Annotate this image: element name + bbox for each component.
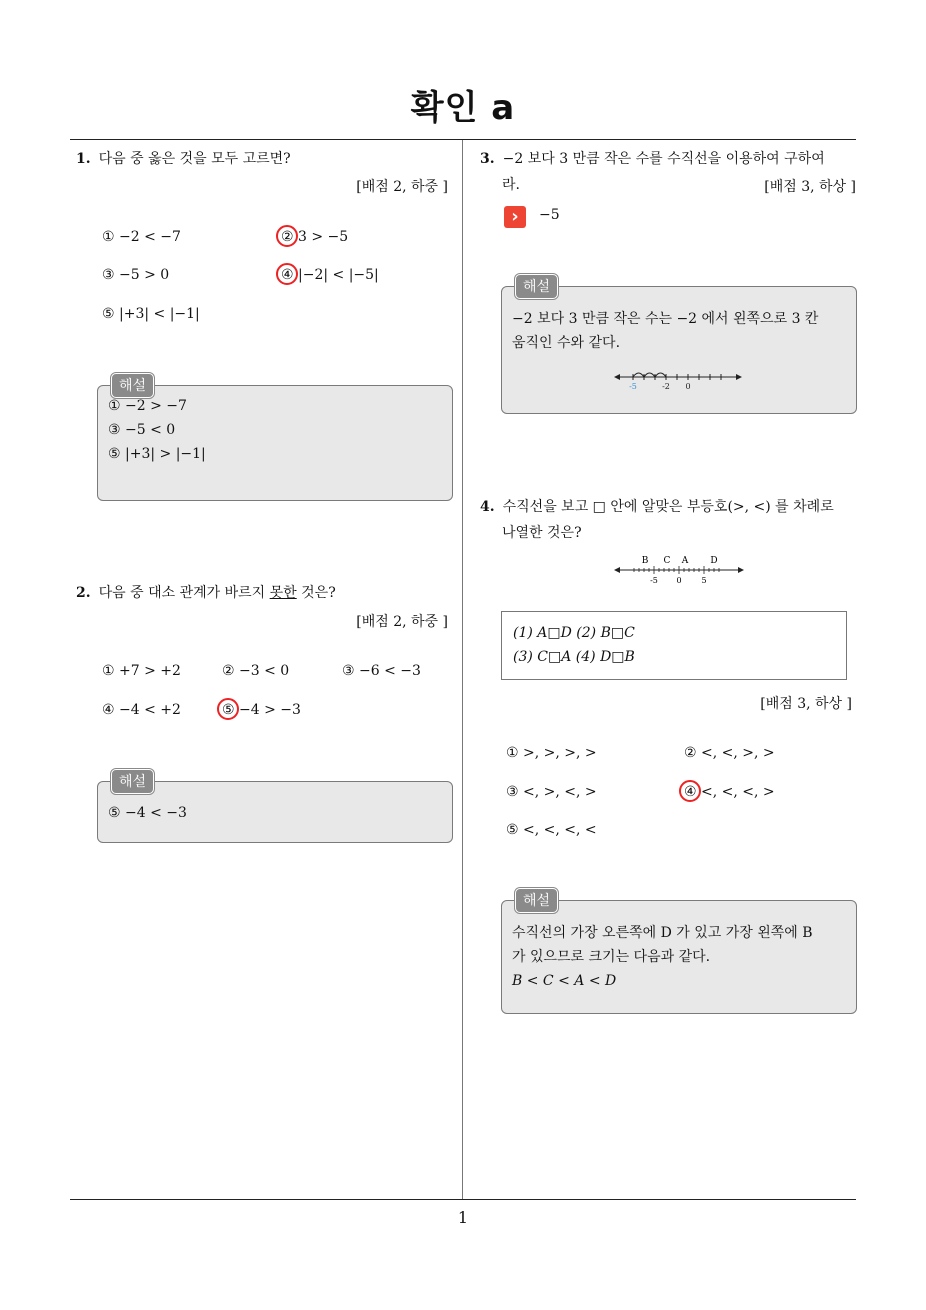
q4-nl-letter-a: A (681, 556, 689, 566)
q1-text: 다음 중 옳은 것을 모두 고르면? (98, 151, 291, 167)
q1-explanation-tag: 해설 (111, 373, 154, 398)
q1-question (76, 146, 291, 172)
q4-explanation-line: B < C < A < D (512, 973, 617, 989)
q2-text-underline: 못한 (269, 585, 297, 601)
q2-meta: [배점 2, 하중 ] (356, 614, 448, 630)
answer-pointer-icon: › (504, 206, 526, 228)
q2-choice-4[interactable]: ④ −4 < +2 (102, 702, 181, 718)
q4-meta: [배점 3, 하상 ] (760, 696, 852, 712)
q4-condition-line: (1) A□D (2) B□C (513, 625, 635, 641)
q3-explanation-line: 움직인 수와 같다. (512, 335, 621, 351)
q3-explanation-box (501, 286, 857, 414)
q4-choice-5[interactable]: ⑤ <, <, <, < (506, 822, 597, 838)
q1-answer-mark-4 (276, 263, 298, 285)
q3-answer: −5 (539, 207, 560, 223)
q4-nl-tick-5: 5 (701, 576, 707, 585)
q3-meta: [배점 3, 하상 ] (764, 179, 856, 195)
q3-explanation-tag: 해설 (515, 274, 558, 299)
q1-choice-3[interactable]: ③ −5 > 0 (102, 267, 170, 283)
q4-nl-letter-c: C (663, 556, 671, 566)
q4-nl-letter-b: B (641, 556, 649, 566)
q3-explanation-line: −2 보다 3 만큼 작은 수는 −2 에서 왼쪽으로 3 칸 (512, 311, 819, 327)
top-rule (70, 139, 856, 140)
q2-choice-5[interactable]: ⑤ −4 > −3 (222, 702, 301, 718)
q4-explanation-box (501, 900, 857, 1014)
q1-explanation-line: ⑤ |+3| > |−1| (108, 446, 206, 462)
q2-explanation-line: ⑤ −4 < −3 (108, 805, 187, 821)
q1-number: 1. (76, 151, 91, 167)
column-divider (462, 140, 463, 1200)
q3-nl-label-b: -2 (662, 382, 670, 391)
q3-nl-label-c: 0 (685, 382, 691, 391)
q2-explanation-tag: 해설 (111, 769, 154, 794)
q3-text-line1: −2 보다 3 만큼 작은 수를 수직선을 이용하여 구하여 (502, 151, 825, 167)
q4-condition-box (501, 611, 847, 680)
q1-choice-1[interactable]: ① −2 < −7 (102, 229, 181, 245)
q4-choice-3[interactable]: ③ <, >, <, > (506, 784, 597, 800)
q1-choice-5[interactable]: ⑤ |+3| < |−1| (102, 306, 200, 322)
q4-nl-tick-0: 0 (676, 576, 682, 585)
q4-choice-1[interactable]: ① >, >, >, > (506, 745, 597, 761)
q3-question (480, 146, 860, 172)
q3-text-line2: 라. (502, 177, 520, 193)
bottom-rule (70, 1199, 856, 1200)
q4-nl-letter-d: D (710, 556, 718, 566)
q1-choice-4[interactable]: ④ |−2| < |−5| (281, 267, 379, 283)
q1-answer-mark-2 (276, 225, 298, 247)
q3-nl-label-a: -5 (629, 382, 637, 391)
q2-answer-mark-5 (217, 698, 239, 720)
q4-number-line (614, 553, 746, 585)
q4-explanation-line: 가 있으므로 크기는 다음과 같다. (512, 949, 711, 965)
q2-number: 2. (76, 585, 91, 601)
q4-explanation-line: 수직선의 가장 오른쪽에 D 가 있고 가장 왼쪽에 B (512, 925, 813, 941)
q2-choice-3[interactable]: ③ −6 < −3 (342, 663, 421, 679)
q4-choice-4[interactable]: ④ <, <, <, > (684, 784, 775, 800)
q2-text-before: 다음 중 대소 관계가 바르지 (98, 585, 270, 601)
q2-text-after: 것은? (296, 585, 336, 601)
q1-explanation-line: ① −2 > −7 (108, 398, 187, 414)
q1-explanation-line: ③ −5 < 0 (108, 422, 176, 438)
q3-number-line (614, 363, 744, 391)
q4-choice-2[interactable]: ② <, <, >, > (684, 745, 775, 761)
q4-text-line1: 수직선을 보고 □ 안에 알맞은 부등호(>, <) 를 차례로 (502, 499, 834, 515)
q2-choice-2[interactable]: ② −3 < 0 (222, 663, 290, 679)
q4-nl-tick-minus5: -5 (650, 576, 658, 585)
q4-condition-line: (3) C□A (4) D□B (513, 649, 635, 665)
q4-number: 4. (480, 499, 495, 515)
page-title: 확인 a (410, 88, 516, 128)
q1-choice-2[interactable]: ② 3 > −5 (281, 229, 349, 245)
q1-meta: [배점 2, 하중 ] (356, 179, 448, 195)
q4-explanation-tag: 해설 (515, 888, 558, 913)
q2-choice-1[interactable]: ① +7 > +2 (102, 663, 181, 679)
page-number: 1 (457, 1208, 469, 1227)
q4-question (480, 494, 860, 520)
q1-explanation-box (97, 385, 453, 501)
q3-number: 3. (480, 151, 495, 167)
q2-question (76, 580, 336, 606)
q4-answer-mark-4 (679, 780, 701, 802)
q4-text-line2: 나열한 것은? (502, 525, 582, 541)
